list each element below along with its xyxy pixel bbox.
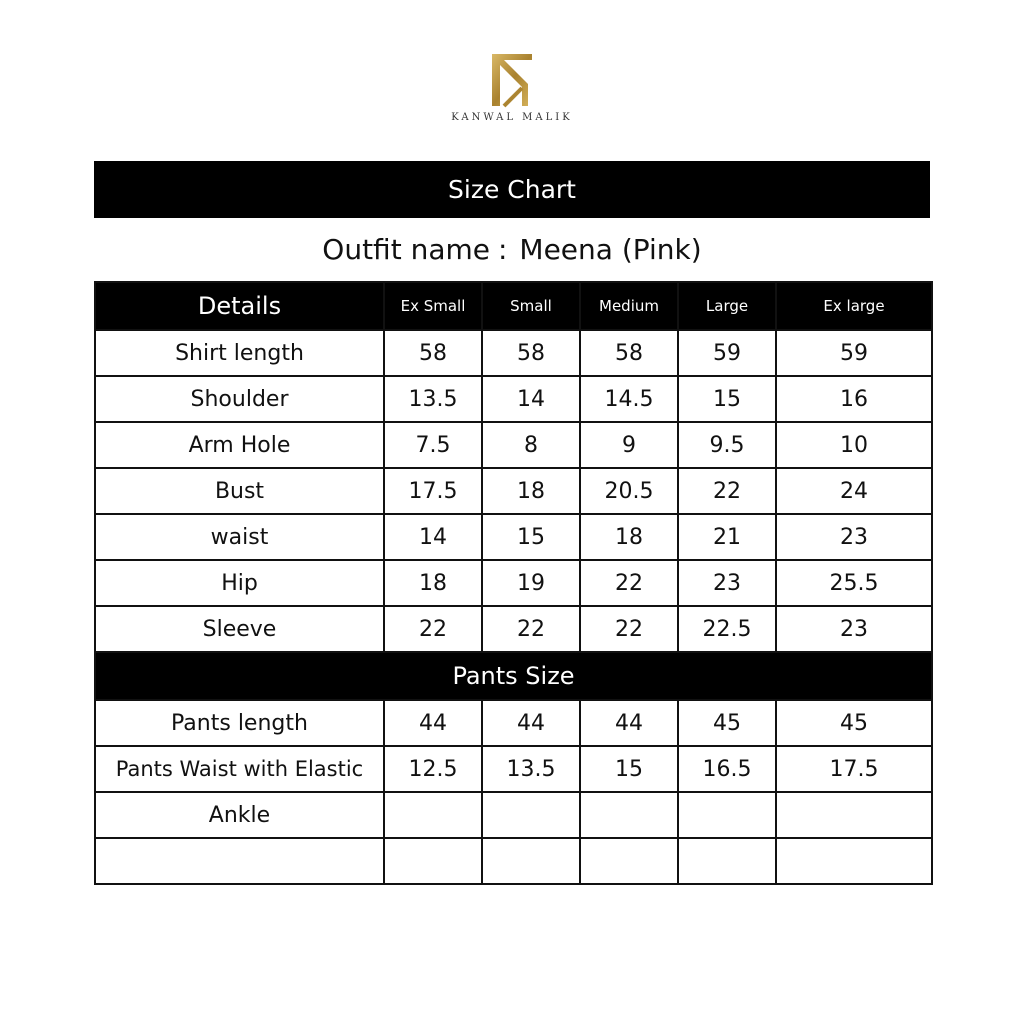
size-value-cell xyxy=(678,792,776,838)
pants-section-row xyxy=(95,652,932,700)
size-value-cell xyxy=(678,838,776,884)
size-chart-body xyxy=(95,282,932,884)
row-label: Shirt length xyxy=(95,330,384,376)
size-value-cell: 17.5 xyxy=(776,746,932,792)
table-row xyxy=(95,514,932,560)
size-value-cell: 45 xyxy=(678,700,776,746)
size-value-cell: 20.5 xyxy=(580,468,678,514)
table-row xyxy=(95,468,932,514)
size-value-cell xyxy=(776,838,932,884)
size-value-cell: 14.5 xyxy=(580,376,678,422)
size-value-cell: 18 xyxy=(384,560,482,606)
header-size: Ex Small xyxy=(384,282,482,330)
size-chart-banner xyxy=(94,161,930,218)
size-value-cell: 16.5 xyxy=(678,746,776,792)
pants-section-title: Pants Size xyxy=(95,652,932,700)
table-row xyxy=(95,700,932,746)
size-value-cell: 22 xyxy=(678,468,776,514)
size-value-cell: 17.5 xyxy=(384,468,482,514)
size-value-cell: 15 xyxy=(482,514,580,560)
size-value-cell: 25.5 xyxy=(776,560,932,606)
header-size: Medium xyxy=(580,282,678,330)
size-value-cell: 45 xyxy=(776,700,932,746)
size-value-cell: 16 xyxy=(776,376,932,422)
table-row xyxy=(95,792,932,838)
table-row xyxy=(95,560,932,606)
row-label xyxy=(95,838,384,884)
size-value-cell xyxy=(482,792,580,838)
row-label: Pants Waist with Elastic xyxy=(95,746,384,792)
table-row xyxy=(95,422,932,468)
size-value-cell: 21 xyxy=(678,514,776,560)
size-value-cell: 15 xyxy=(678,376,776,422)
size-value-cell: 22 xyxy=(580,560,678,606)
table-row xyxy=(95,606,932,652)
header-size: Large xyxy=(678,282,776,330)
table-row xyxy=(95,330,932,376)
header-size: Small xyxy=(482,282,580,330)
row-label: Arm Hole xyxy=(95,422,384,468)
size-value-cell: 58 xyxy=(384,330,482,376)
outfit-value: Meena (Pink) xyxy=(519,232,702,266)
size-value-cell: 22.5 xyxy=(678,606,776,652)
size-value-cell: 22 xyxy=(482,606,580,652)
size-value-cell: 58 xyxy=(482,330,580,376)
outfit-separator: : xyxy=(497,232,508,266)
size-value-cell: 13.5 xyxy=(482,746,580,792)
size-value-cell: 7.5 xyxy=(384,422,482,468)
row-label: Shoulder xyxy=(95,376,384,422)
size-value-cell: 59 xyxy=(678,330,776,376)
brand-logo xyxy=(0,50,1024,123)
size-value-cell: 10 xyxy=(776,422,932,468)
row-label: Ankle xyxy=(95,792,384,838)
size-value-cell: 44 xyxy=(384,700,482,746)
size-value-cell: 44 xyxy=(482,700,580,746)
outfit-label: Outfit name xyxy=(322,232,490,266)
size-value-cell: 22 xyxy=(384,606,482,652)
size-value-cell: 18 xyxy=(580,514,678,560)
row-label: Pants length xyxy=(95,700,384,746)
table-header-row xyxy=(95,282,932,330)
size-value-cell: 15 xyxy=(580,746,678,792)
size-value-cell: 14 xyxy=(384,514,482,560)
size-value-cell: 44 xyxy=(580,700,678,746)
table-row xyxy=(95,376,932,422)
size-chart-table xyxy=(94,281,933,885)
size-value-cell: 9.5 xyxy=(678,422,776,468)
size-value-cell: 23 xyxy=(678,560,776,606)
table-row xyxy=(95,838,932,884)
size-value-cell xyxy=(482,838,580,884)
size-value-cell: 23 xyxy=(776,514,932,560)
size-value-cell: 24 xyxy=(776,468,932,514)
size-value-cell xyxy=(580,838,678,884)
size-value-cell xyxy=(384,838,482,884)
size-value-cell: 23 xyxy=(776,606,932,652)
kanwal-malik-logo-icon xyxy=(488,50,536,110)
size-value-cell: 22 xyxy=(580,606,678,652)
brand-name: KANWAL MALIK xyxy=(451,112,573,123)
size-value-cell: 8 xyxy=(482,422,580,468)
row-label: Bust xyxy=(95,468,384,514)
size-value-cell xyxy=(776,792,932,838)
size-value-cell: 18 xyxy=(482,468,580,514)
header-details: Details xyxy=(95,282,384,330)
size-value-cell: 14 xyxy=(482,376,580,422)
size-value-cell: 13.5 xyxy=(384,376,482,422)
size-value-cell: 12.5 xyxy=(384,746,482,792)
size-value-cell: 59 xyxy=(776,330,932,376)
row-label: Hip xyxy=(95,560,384,606)
row-label: waist xyxy=(95,514,384,560)
size-value-cell: 58 xyxy=(580,330,678,376)
outfit-name-line xyxy=(0,226,1024,272)
size-value-cell: 19 xyxy=(482,560,580,606)
row-label: Sleeve xyxy=(95,606,384,652)
size-value-cell xyxy=(580,792,678,838)
size-value-cell xyxy=(384,792,482,838)
size-value-cell: 9 xyxy=(580,422,678,468)
banner-title: Size Chart xyxy=(448,175,576,204)
header-size: Ex large xyxy=(776,282,932,330)
table-row xyxy=(95,746,932,792)
